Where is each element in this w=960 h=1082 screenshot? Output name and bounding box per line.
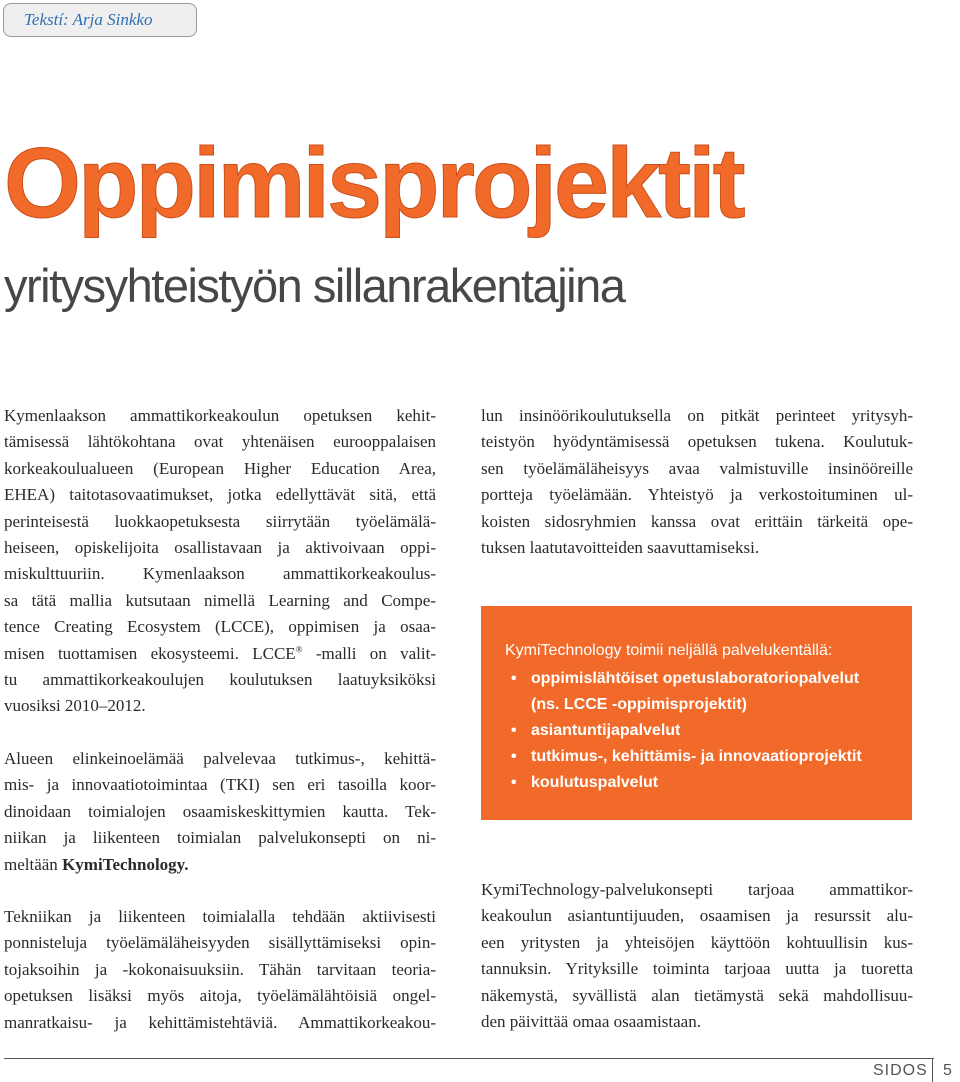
paragraph-1 <box>4 403 436 720</box>
text-line: Alueen elinkeinoelämää palvelevaa tutkimus-, kehittä- <box>4 748 436 768</box>
paragraph-3 <box>4 904 436 1036</box>
text-line: miskulttuuriin. Kymenlaakson ammattikorkeakoulus- <box>4 564 436 584</box>
text-line: niikan ja liikenteen toimialan palvelukonsepti on ni- <box>4 828 436 848</box>
text-line <box>4 641 436 667</box>
text-line: Tekniikan ja liikenteen toimialalla tehdään aktiivisesti <box>4 906 436 926</box>
text-line: korkeakoulualueen (European Higher Education Area, <box>4 458 436 478</box>
text-line: EHEA) taitotasovaatimukset, jotka edellyttävät sitä, että <box>4 485 436 505</box>
text-line: sa tätä mallia kutsutaan nimellä Learning and Compe- <box>4 590 436 610</box>
footer-publication-name: SIDOS <box>873 1062 928 1079</box>
paragraph-gap <box>4 720 436 746</box>
text-line: den päivittää omaa osaamistaan. <box>481 1012 701 1032</box>
page-subtitle: yritysyhteistyön sillanrakentajina <box>4 259 625 312</box>
author-credit: Tekstí: Arja Sinkko <box>3 3 197 37</box>
right-column-bottom <box>481 877 913 1035</box>
text-line: tu ammattikorkeakoulujen koulutuksen laatuyksiköksi <box>4 670 436 690</box>
text-line: keakoulun asiantuntijuuden, osaamisen ja resurssit alu- <box>481 906 913 926</box>
list-item: • koulutuspalvelut <box>511 770 894 796</box>
footer-rule <box>4 1058 934 1059</box>
paragraph-gap <box>4 878 436 904</box>
list-item-continuation: (ns. LCCE -oppimisprojektit) <box>531 696 747 713</box>
text-line: perinteisestä luokkaopetuksesta siirrytään työelämälä- <box>4 511 436 531</box>
text-line: näkemystä, syvällistä alan tietämystä sekä mahdollisuu- <box>481 985 913 1005</box>
text-line: mis- ja innovaatiotoimintaa (TKI) sen eri tasoilla koor- <box>4 775 436 795</box>
page-number: 5 <box>943 1062 952 1079</box>
text-fragment: -malli on valit- <box>302 643 436 663</box>
paragraph-continued <box>481 403 913 561</box>
text-line: teistyön hyödyntämisessä opetuksen tukena. Koulutuk- <box>481 432 913 452</box>
text-line: tojaksoihin ja -kokonaisuuksiin. Tähän tarvitaan teoria- <box>4 959 436 979</box>
text-line: KymiTechnology-palvelukonsepti tarjoaa ammattikor- <box>481 880 913 899</box>
text-line: vuosiksi 2010–2012. <box>4 696 146 716</box>
footer-divider <box>932 1058 933 1082</box>
right-column-top <box>481 403 913 561</box>
text-fragment: misen tuottamisen ekosysteemi. LCCE <box>4 643 296 663</box>
text-line: heiseen, opiskelijoita osallistavaan ja aktivoivaan oppi- <box>4 538 436 558</box>
text-line: ponnisteluja työelämäläheisyyden sisällyttämiseksi opin- <box>4 933 436 953</box>
text-line: sen työelämäläheisyys avaa valmistuville insinööreille <box>481 458 913 478</box>
text-line: lun insinöörikoulutuksella on pitkät perinteet yritysyh- <box>481 406 913 425</box>
text-line: tence Creating Ecosystem (LCCE), oppimisen ja osaa- <box>4 617 436 637</box>
text-line: tämisessä lähtökohtana ovat yhtenäisen eurooppalaisen <box>4 432 436 452</box>
text-line: Kymenlaakson ammattikorkeakoulun opetuksen kehit- <box>4 406 436 425</box>
service-list <box>511 666 894 796</box>
text-line: manratkaisu- ja kehittämistehtäviä. Ammattikorkeakou- <box>4 1012 436 1032</box>
list-item: • oppimislähtöiset opetuslaboratoriopalvelut <box>511 666 894 692</box>
text-line: dinoidaan toimialojen osaamiskeskittymien kautta. Tek- <box>4 801 436 821</box>
list-item: • asiantuntijapalvelut <box>511 718 894 744</box>
brand-name: KymiTechnology. <box>62 854 189 874</box>
page-title: Oppimisprojektit <box>4 127 743 238</box>
text-line: een yritysten ja yhteisöjen käyttöön kohtuullisin kus- <box>481 932 913 952</box>
service-areas-box <box>481 606 912 820</box>
text-line: opetuksen lisäksi myös aitoja, työelämälähtöisiä ongel- <box>4 986 436 1006</box>
list-item: • tutkimus-, kehittämis- ja innovaatioprojektit <box>511 744 894 770</box>
text-line: tuksen laatutavoitteiden saavuttamiseksi. <box>481 538 760 558</box>
paragraph-2 <box>4 746 436 878</box>
text-line: tannuksin. Yrityksille toiminta tarjoaa uutta ja tuoretta <box>481 959 913 979</box>
text-line <box>4 852 436 878</box>
paragraph-4 <box>481 877 913 1035</box>
text-fragment: meltään <box>4 854 63 874</box>
box-heading: KymiTechnology toimii neljällä palvelukentällä: <box>505 642 833 659</box>
registered-mark: ® <box>295 644 303 654</box>
text-line: koisten sidosryhmien kanssa ovat erittäin tärkeitä ope- <box>481 511 913 531</box>
left-column <box>4 403 436 1036</box>
text-line: portteja työelämään. Yhteistyö ja verkostoituminen ul- <box>481 485 913 505</box>
